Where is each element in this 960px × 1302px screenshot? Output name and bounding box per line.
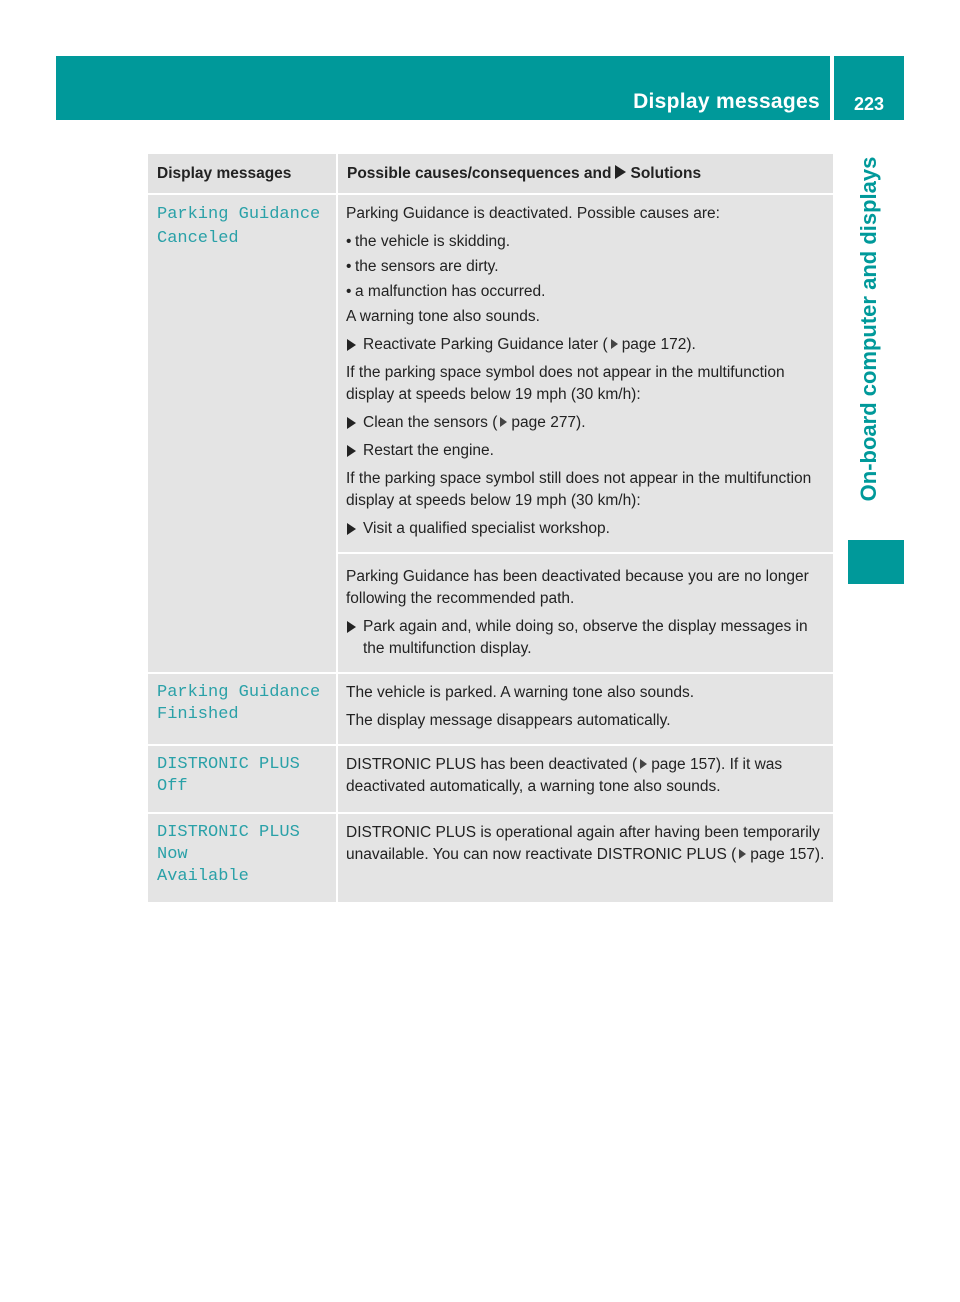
solution-intro: Parking Guidance is deactivated. Possible causes are:: [346, 205, 720, 222]
message-cell: [148, 746, 338, 814]
message-line: Available: [157, 867, 249, 886]
solution-cell: [338, 746, 833, 814]
section-title: Display messages: [633, 90, 820, 113]
side-tab-marker: [848, 540, 904, 584]
table-row: [148, 195, 833, 674]
solution-step: [346, 334, 827, 356]
step-text: Park again and, while doing so, observe the display messages in the multifunction display.: [363, 618, 808, 657]
solution-cell: [338, 674, 833, 746]
step-text: Clean the sensors (: [363, 414, 498, 431]
page-ref-icon: [500, 417, 507, 427]
table-header-row: [148, 154, 833, 195]
table-row: [148, 746, 833, 814]
condition-text: If the parking space symbol does not appear in the multifunction display at speeds below 19 mph (30 km/h):: [346, 364, 785, 403]
column-header-messages: Display messages: [148, 154, 338, 195]
message-line: Parking Guidance: [157, 683, 321, 702]
header-bar: [56, 56, 830, 120]
solution-text: [346, 822, 827, 866]
step-arrow-icon: [347, 523, 356, 535]
table-row: [148, 674, 833, 746]
solution-step: [346, 518, 827, 540]
message-line: Finished: [157, 705, 239, 724]
message-line: DISTRONIC PLUS Now: [157, 823, 300, 864]
side-tab-label: On-board computer and displays: [856, 156, 881, 502]
page-reference[interactable]: page 277).: [511, 414, 586, 431]
solution-text: The vehicle is parked. A warning tone also sounds.: [346, 684, 695, 701]
step-arrow-icon: [347, 339, 356, 351]
message-cell: [148, 195, 338, 674]
solution-cell: [338, 814, 833, 904]
step-arrow-icon: [347, 445, 356, 457]
column-header-causes-label: Possible causes/consequences and: [347, 165, 612, 182]
solution-text: [346, 754, 827, 798]
step-arrow-icon: [347, 417, 356, 429]
page-reference[interactable]: page 157). If it was deactivated automatically, a warning tone also sounds.: [346, 756, 783, 795]
solution-intro: Parking Guidance has been deactivated because you are no longer following the recommended path.: [346, 568, 809, 607]
page-ref-icon: [640, 759, 647, 769]
solution-text-part: DISTRONIC PLUS has been deactivated (: [346, 756, 638, 773]
message-line: DISTRONIC PLUS Off: [157, 755, 300, 796]
message-cell: [148, 814, 338, 904]
page-ref-icon: [611, 339, 618, 349]
page-reference[interactable]: page 172).: [621, 336, 696, 353]
page-reference[interactable]: page 157).: [750, 846, 825, 863]
cause-bullet: • a malfunction has occurred.: [346, 281, 827, 303]
step-text: Visit a qualified specialist workshop.: [363, 520, 610, 537]
solution-step: [346, 616, 827, 660]
page-number: 223: [853, 94, 885, 114]
solution-arrow-icon: [615, 165, 626, 179]
page-ref-icon: [739, 849, 746, 859]
page-number-box: [834, 56, 904, 120]
solution-text-part: DISTRONIC PLUS is operational again after having been temporarily unavailable. You can now reactivate DISTRONIC PLUS (: [346, 824, 820, 863]
solution-text: The display message disappears automatically.: [346, 712, 671, 729]
condition-text: If the parking space symbol still does not appear in the multifunction display at speeds below 19 mph (30 km/h):: [346, 470, 812, 509]
column-header-solutions: [338, 154, 833, 195]
message-line: Canceled: [157, 229, 239, 248]
side-tab: [834, 124, 904, 534]
solution-block: [338, 554, 833, 672]
solution-cell: [338, 195, 833, 674]
display-messages-table: [148, 154, 833, 904]
warning-note: A warning tone also sounds.: [346, 308, 540, 325]
column-header-solutions-label: Solutions: [630, 165, 702, 182]
step-text: Restart the engine.: [363, 442, 494, 459]
solution-step: [346, 412, 827, 434]
solution-step: [346, 440, 827, 462]
message-cell: [148, 674, 338, 746]
step-text: Reactivate Parking Guidance later (: [363, 336, 608, 353]
cause-bullet: • the sensors are dirty.: [346, 256, 827, 278]
message-line: Parking Guidance: [157, 205, 321, 224]
table-row: [148, 814, 833, 904]
step-arrow-icon: [347, 621, 356, 633]
solution-block: [338, 195, 833, 554]
cause-bullet: • the vehicle is skidding.: [346, 231, 827, 253]
